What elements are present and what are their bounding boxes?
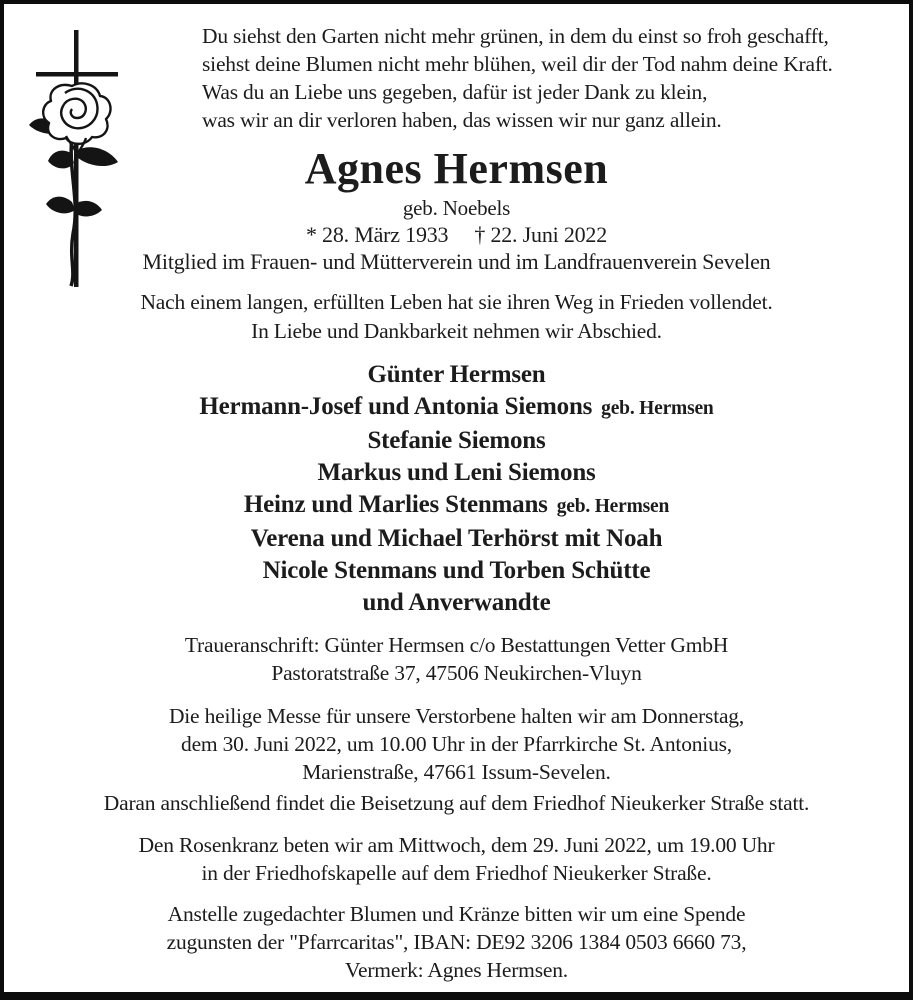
mourners-list bbox=[4, 359, 909, 619]
birth-date: * 28. März 1933 bbox=[305, 222, 449, 247]
rosary-line: Den Rosenkranz beten wir am Mittwoch, dem 29. Juni 2022, um 19.00 Uhr bbox=[138, 833, 775, 857]
service-line: dem 30. Juni 2022, um 10.00 Uhr in der Pfarrkirche St. Antonius, bbox=[181, 732, 732, 756]
mourner-line bbox=[4, 391, 909, 425]
burial-info bbox=[4, 789, 909, 817]
mourner-name: Günter Hermsen bbox=[367, 361, 546, 388]
donation-line: zugunsten der "Pfarrcaritas", IBAN: DE92 3206 1384 0503 6660 73, bbox=[166, 930, 747, 954]
mourner-name: Verena und Michael Terhörst mit Noah bbox=[250, 525, 663, 552]
mourner-line bbox=[4, 555, 909, 587]
donation-line: Vermerk: Agnes Hermsen. bbox=[345, 958, 568, 982]
mourner-name: Stefanie Siemons bbox=[367, 427, 546, 454]
cross-with-rose-icon bbox=[26, 22, 126, 294]
intro-line: In Liebe und Dankbarkeit nehmen wir Abschied. bbox=[251, 319, 662, 343]
service-line: Die heilige Messe für unsere Verstorbene halten wir am Donnerstag, bbox=[168, 704, 745, 728]
intro-text bbox=[4, 288, 909, 346]
mourner-name: Heinz und Marlies Stenmans bbox=[243, 491, 548, 518]
mourner-line bbox=[4, 359, 909, 391]
intro-line: Nach einem langen, erfüllten Leben hat sie ihren Weg in Frieden vollendet. bbox=[140, 290, 773, 314]
mourner-line bbox=[4, 523, 909, 555]
mourner-maiden-name: geb. Hermsen bbox=[601, 398, 714, 419]
poem-line: siehst deine Blumen nicht mehr blühen, weil dir der Tod nahm deine Kraft. bbox=[202, 52, 833, 76]
mourner-name: Hermann-Josef und Antonia Siemons bbox=[199, 393, 593, 420]
poem-line: was wir an dir verloren haben, das wissen wir nur ganz allein. bbox=[202, 108, 722, 132]
deceased-name: Agnes Hermsen bbox=[304, 144, 609, 193]
mourner-line bbox=[4, 587, 909, 619]
mourner-line bbox=[4, 457, 909, 489]
mourner-name: und Anverwandte bbox=[362, 589, 551, 616]
rosary-line: in der Friedhofskapelle auf dem Friedhof Nieukerker Straße. bbox=[201, 861, 712, 885]
mourner-line bbox=[4, 489, 909, 523]
address-line: Pastoratstraße 37, 47506 Neukirchen-Vluyn bbox=[271, 661, 642, 685]
burial-line: Daran anschließend findet die Beisetzung auf dem Friedhof Nieukerker Straße statt. bbox=[103, 791, 810, 815]
address-line: Traueranschrift: Günter Hermsen c/o Bestattungen Vetter GmbH bbox=[184, 633, 729, 657]
rosary-info bbox=[4, 831, 909, 887]
mourner-name: Nicole Stenmans und Torben Schütte bbox=[262, 557, 651, 584]
donation-request bbox=[4, 900, 909, 984]
donation-line: Anstelle zugedachter Blumen und Kränze bitten wir um eine Spende bbox=[167, 902, 746, 926]
membership-line: Mitglied im Frauen- und Mütterverein und im Landfrauenverein Sevelen bbox=[142, 249, 771, 274]
funeral-mass-info bbox=[4, 702, 909, 786]
death-date: † 22. Juni 2022 bbox=[474, 222, 608, 247]
memorial-poem bbox=[202, 22, 909, 134]
mourner-maiden-name: geb. Hermsen bbox=[556, 496, 670, 517]
poem-line: Du siehst den Garten nicht mehr grünen, in dem du einst so froh geschafft, bbox=[202, 24, 829, 48]
deceased-birth-name: geb. Noebels bbox=[402, 196, 511, 220]
life-dates bbox=[4, 221, 909, 248]
condolence-address bbox=[4, 631, 909, 687]
mourner-line bbox=[4, 425, 909, 457]
mourner-name: Markus und Leni Siemons bbox=[317, 459, 596, 486]
service-line: Marienstraße, 47661 Issum-Sevelen. bbox=[302, 760, 611, 784]
poem-line: Was du an Liebe uns gegeben, dafür ist jeder Dank zu klein, bbox=[202, 80, 708, 104]
